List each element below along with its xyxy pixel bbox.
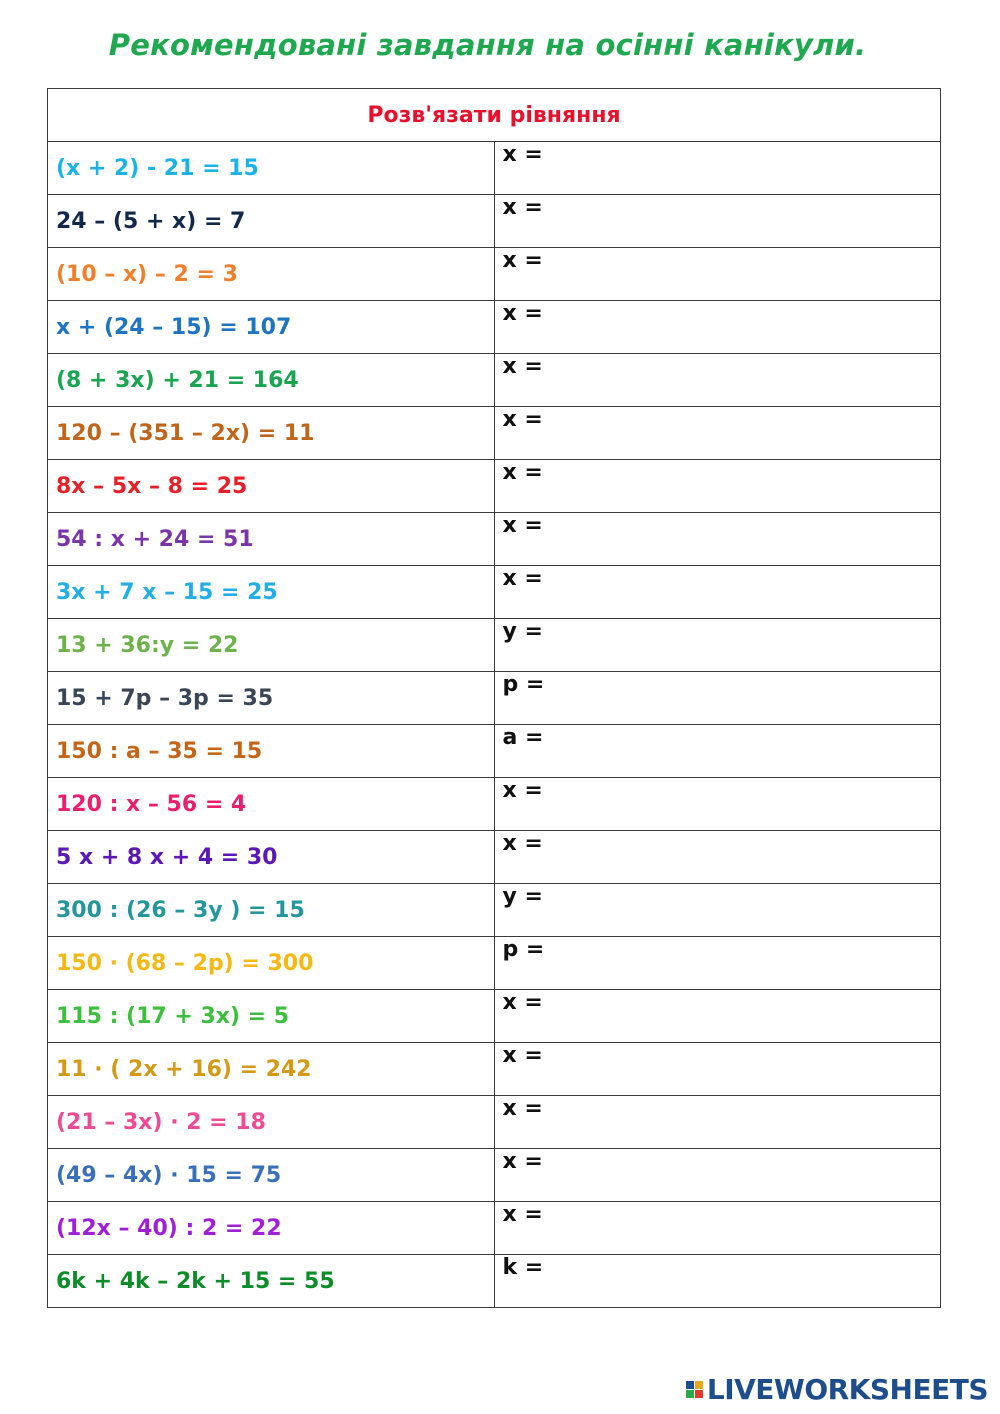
table-row <box>48 778 941 831</box>
equation-cell: 13 + 36:y = 22 <box>48 619 495 672</box>
answer-field[interactable]: x = <box>494 990 941 1043</box>
table-row <box>48 831 941 884</box>
equation-cell: 6k + 4k – 2k + 15 = 55 <box>48 1255 495 1308</box>
table-row <box>48 566 941 619</box>
equation-cell: (12x – 40) : 2 = 22 <box>48 1202 495 1255</box>
table-row <box>48 248 941 301</box>
table-row <box>48 725 941 778</box>
answer-field[interactable]: x = <box>494 460 941 513</box>
liveworksheets-logo-icon <box>686 1381 703 1398</box>
table-header-row <box>48 89 941 142</box>
answer-field[interactable]: x = <box>494 248 941 301</box>
equation-cell: (21 – 3x) · 2 = 18 <box>48 1096 495 1149</box>
table-row <box>48 301 941 354</box>
table-row <box>48 354 941 407</box>
answer-field[interactable]: y = <box>494 884 941 937</box>
table-row <box>48 619 941 672</box>
table-row <box>48 407 941 460</box>
answer-field[interactable]: x = <box>494 1202 941 1255</box>
table-row <box>48 1096 941 1149</box>
answer-field[interactable]: x = <box>494 354 941 407</box>
equation-cell: 3x + 7 x – 15 = 25 <box>48 566 495 619</box>
equation-cell: (x + 2) - 21 = 15 <box>48 142 495 195</box>
equation-cell: 300 : (26 – 3y ) = 15 <box>48 884 495 937</box>
equation-cell: 120 – (351 – 2x) = 11 <box>48 407 495 460</box>
table-row <box>48 460 941 513</box>
table-header: Розв'язати рівняння <box>48 89 941 142</box>
equation-cell: 150 · (68 – 2p) = 300 <box>48 937 495 990</box>
equation-cell: (8 + 3x) + 21 = 164 <box>48 354 495 407</box>
table-row <box>48 1149 941 1202</box>
equation-cell: (10 – x) – 2 = 3 <box>48 248 495 301</box>
equation-cell: 150 : a – 35 = 15 <box>48 725 495 778</box>
answer-field[interactable]: x = <box>494 1043 941 1096</box>
table-row <box>48 990 941 1043</box>
equations-table <box>47 88 941 1308</box>
equation-cell: 8x – 5x – 8 = 25 <box>48 460 495 513</box>
answer-field[interactable]: p = <box>494 937 941 990</box>
equation-cell: 24 – (5 + x) = 7 <box>48 195 495 248</box>
answer-field[interactable]: y = <box>494 619 941 672</box>
answer-field[interactable]: k = <box>494 1255 941 1308</box>
equation-cell: 120 : x – 56 = 4 <box>48 778 495 831</box>
equation-cell: (49 – 4x) · 15 = 75 <box>48 1149 495 1202</box>
answer-field[interactable]: x = <box>494 142 941 195</box>
table-row <box>48 884 941 937</box>
equation-cell: 11 · ( 2x + 16) = 242 <box>48 1043 495 1096</box>
equation-cell: 115 : (17 + 3x) = 5 <box>48 990 495 1043</box>
table-row <box>48 1202 941 1255</box>
answer-field[interactable]: x = <box>494 195 941 248</box>
answer-field[interactable]: x = <box>494 566 941 619</box>
answer-field[interactable]: x = <box>494 301 941 354</box>
table-row <box>48 1043 941 1096</box>
answer-field[interactable]: x = <box>494 831 941 884</box>
table-row <box>48 195 941 248</box>
answer-field[interactable]: x = <box>494 778 941 831</box>
equation-cell: x + (24 – 15) = 107 <box>48 301 495 354</box>
answer-field[interactable]: x = <box>494 1149 941 1202</box>
equation-cell: 5 x + 8 x + 4 = 30 <box>48 831 495 884</box>
equation-cell: 15 + 7p – 3p = 35 <box>48 672 495 725</box>
answer-field[interactable]: a = <box>494 725 941 778</box>
logo-text: LIVEWORKSHEETS <box>706 1373 988 1406</box>
table-row <box>48 672 941 725</box>
answer-field[interactable]: x = <box>494 513 941 566</box>
liveworksheets-logo <box>686 1373 988 1406</box>
table-row <box>48 937 941 990</box>
answer-field[interactable]: p = <box>494 672 941 725</box>
table-row <box>48 1255 941 1308</box>
table-row <box>48 142 941 195</box>
answer-field[interactable]: x = <box>494 407 941 460</box>
table-row <box>48 513 941 566</box>
equation-cell: 54 : x + 24 = 51 <box>48 513 495 566</box>
answer-field[interactable]: x = <box>494 1096 941 1149</box>
page-title: Рекомендовані завдання на осінні канікули. <box>108 28 867 62</box>
